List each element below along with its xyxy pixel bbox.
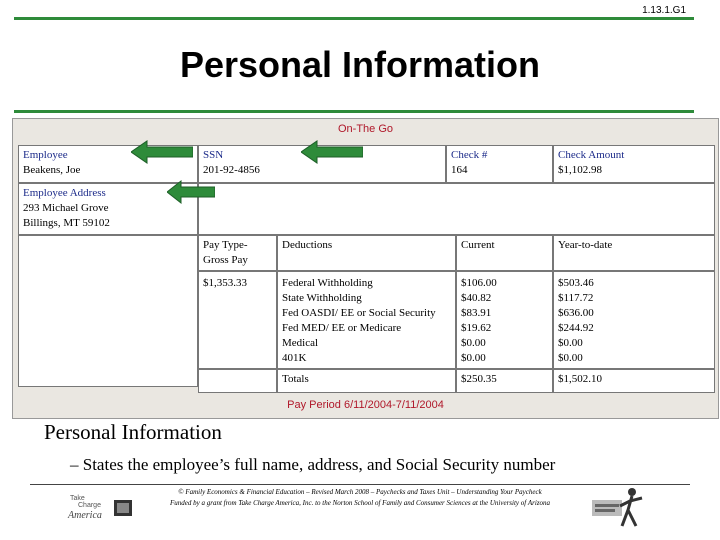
deduction-name: 401K (282, 352, 307, 364)
deduction-ytd: $636.00 (558, 307, 594, 319)
deduction-ytd: $117.72 (558, 292, 594, 304)
deduction-current: $83.91 (461, 307, 492, 319)
title-divider (14, 17, 694, 20)
logo-text-america: America (68, 510, 102, 521)
totals-blank (198, 369, 277, 393)
deduction-ytd: $503.46 (558, 277, 594, 289)
deduction-name: State Withholding (282, 292, 362, 304)
deduction-current: $0.00 (461, 352, 486, 364)
address-line-1: 293 Michael Grove (23, 202, 109, 214)
left-arrow-icon (301, 139, 363, 165)
totals-ytd-cell (553, 369, 715, 393)
deduction-name: Federal Withholding (282, 277, 373, 289)
totals-label-cell (277, 369, 456, 393)
employee-value: Beakens, Joe (23, 164, 81, 176)
deduction-ytd: $0.00 (558, 352, 583, 364)
deduction-name: Fed MED/ EE or Medicare (282, 322, 402, 334)
current-label: Current (461, 239, 495, 251)
footer-line-1: © Family Economics & Financial Education – Revised March 2008 – Paychecks and Taxes Unit – Understanding Your Paycheck (178, 488, 542, 496)
left-blank-cell (18, 235, 198, 387)
address-line-2: Billings, MT 59102 (23, 217, 110, 229)
deduction-ytd: $0.00 (558, 337, 583, 349)
employee-label: Employee (23, 149, 68, 161)
footer-line-2: Funded by a grant from Take Charge America, Inc. to the Norton School of Family and Consumer Sciences at the University of Arizona (169, 499, 551, 507)
figure-logo-icon (612, 486, 648, 534)
deduction-name: Fed OASDI/ EE or Social Security (282, 307, 436, 319)
bullet-text: – States the employee’s full name, address, and Social Security number (70, 455, 556, 474)
pay-stub (12, 118, 719, 419)
totals-current-cell (456, 369, 553, 393)
deduction-name: Medical (282, 337, 319, 349)
check-amount-cell (553, 145, 715, 183)
deduction-current: $0.00 (461, 337, 486, 349)
current-body (456, 271, 553, 369)
pay-period: Pay Period 6/11/2004-7/11/2004 (287, 399, 444, 411)
pay-type-body (198, 271, 277, 369)
current-header (456, 235, 553, 271)
page-title: Personal Information (179, 44, 541, 85)
footer-divider (30, 484, 690, 485)
logo-text-take: Take (70, 495, 85, 502)
take-charge-america-logo (66, 490, 136, 522)
check-amount-label: Check Amount (558, 149, 625, 161)
totals-ytd: $1,502.10 (558, 373, 602, 385)
totals-current: $250.35 (461, 373, 497, 385)
pay-type-label-2: Gross Pay (203, 254, 248, 266)
check-number-value: 164 (451, 164, 468, 176)
ytd-body (553, 271, 715, 369)
deduction-current: $19.62 (461, 322, 492, 334)
title-underline (14, 110, 694, 113)
check-number-cell (446, 145, 553, 183)
deduction-current: $40.82 (461, 292, 492, 304)
logo-text-charge: Charge (78, 502, 101, 509)
deductions-header (277, 235, 456, 271)
deduction-current: $106.00 (461, 277, 497, 289)
check-number-label: Check # (451, 149, 488, 161)
deductions-label: Deductions (282, 239, 333, 251)
address-label: Employee Address (23, 187, 106, 199)
ssn-value: 201-92-4856 (203, 164, 260, 176)
footer-text (140, 487, 580, 509)
left-arrow-icon (131, 139, 193, 165)
ssn-label: SSN (203, 149, 224, 161)
blank-cell (198, 183, 715, 235)
totals-label: Totals (282, 373, 309, 385)
slide-number: 1.13.1.G1 (642, 5, 686, 16)
left-arrow-icon (167, 179, 215, 205)
ytd-label: Year-to-date (558, 239, 613, 251)
gross-pay-value: $1,353.33 (203, 277, 247, 289)
pay-type-label-1: Pay Type- (203, 239, 248, 251)
pay-type-header (198, 235, 277, 271)
ytd-header (553, 235, 715, 271)
deduction-ytd: $244.92 (558, 322, 594, 334)
deductions-body (277, 271, 456, 369)
section-heading: Personal Information (44, 420, 222, 444)
check-amount-value: $1,102.98 (558, 164, 602, 176)
stub-company-name: On-The Go (337, 123, 394, 135)
